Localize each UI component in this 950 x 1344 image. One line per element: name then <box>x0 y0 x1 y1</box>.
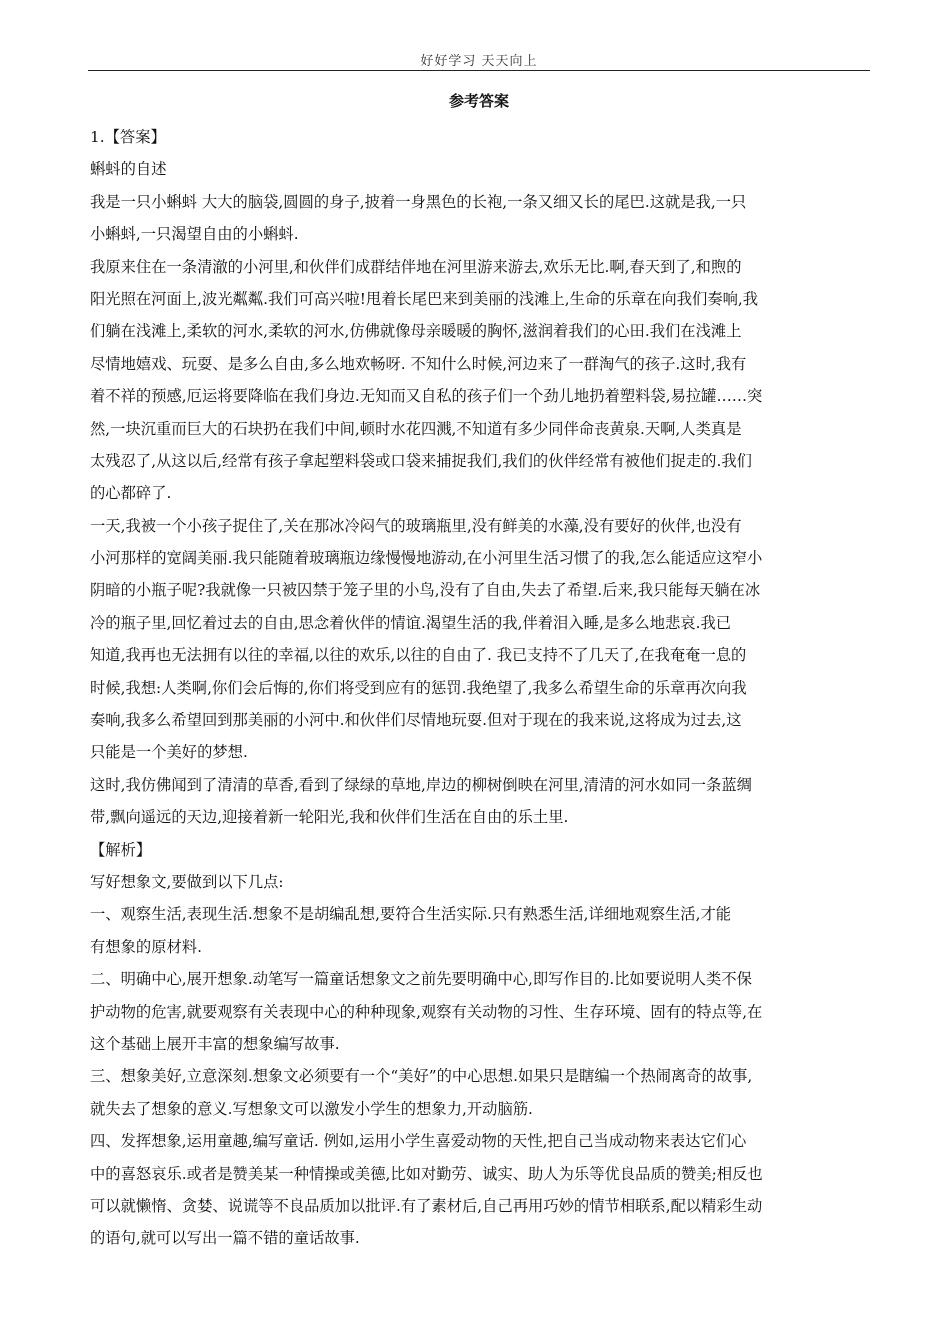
text-line: 然,一块沉重而巨大的石块扔在我们中间,顿时水花四溅,不知道有多少同伴命丧黄泉.天啊,人类真是 <box>90 419 742 438</box>
text-line: 只能是一个美好的梦想. <box>90 743 248 762</box>
text-line: 四、发挥想象,运用童趣,编写童话. 例如,运用小学生喜爱动物的天性,把自己当成动物来表达它们心 <box>90 1132 747 1151</box>
text-line: 奏响,我多么希望回到那美丽的小河中.和伙伴们尽情地玩耍.但对于现在的我来说,这将成为过去,这 <box>90 711 742 730</box>
text-line: 我原来住在一条清澈的小河里,和伙伴们成群结伴地在河里游来游去,欢乐无比.啊,春天到了,和煦的 <box>90 257 742 276</box>
header-rule <box>88 70 870 71</box>
text-line: 的心都碎了. <box>90 484 172 503</box>
text-line: 【解析】 <box>90 840 152 859</box>
text-line: 太残忍了,从这以后,经常有孩子拿起塑料袋或口袋来捕捉我们,我们的伙伴经常有被他们捉走的.我们 <box>90 451 752 470</box>
text-line: 有想象的原材料. <box>90 937 202 956</box>
text-line: 这时,我仿佛闻到了清清的草香,看到了绿绿的草地,岸边的柳树倒映在河里,清清的河水如同一条蓝绸 <box>90 775 752 794</box>
text-line: 带,飘向遥远的天边,迎接着新一轮阳光,我和伙伴们生活在自由的乐土里. <box>90 808 569 827</box>
page-title: 参考答案 <box>448 92 509 110</box>
text-line: 1.【答案】 <box>90 128 166 146</box>
text-line: 写好想象文,要做到以下几点: <box>90 872 284 891</box>
text-line: 这个基础上展开丰富的想象编写故事. <box>90 1034 340 1053</box>
text-line: 一天,我被一个小孩子捉住了,关在那冰冷闷气的玻璃瓶里,没有鲜美的水藻,没有要好的伙伴,也没有 <box>90 516 742 535</box>
text-line: 蝌蚪的自述 <box>90 160 167 179</box>
text-line: 中的喜怒哀乐.或者是赞美某一种情操或美德,比如对勤劳、诚实、助人为乐等优良品质的赞美;相反也 <box>90 1164 763 1183</box>
text-line: 小河那样的宽阔美丽.我只能随着玻璃瓶边缘慢慢地游动,在小河里生活习惯了的我,怎么能适应这窄小 <box>90 549 763 568</box>
text-line: 的语句,就可以写出一篇不错的童话故事. <box>90 1229 360 1248</box>
text-line: 可以就懒惰、贪婪、说谎等不良品质加以批评.有了素材后,自己再用巧妙的情节相联系,配以精彩生动 <box>90 1196 763 1215</box>
text-line: 着不祥的预感,厄运将要降临在我们身边.无知而又自私的孩子们一个劲儿地扔着塑料袋,易拉罐……突 <box>90 387 763 406</box>
text-line: 一、观察生活,表现生活.想象不是胡编乱想,要符合生活实际.只有熟悉生活,详细地观察生活,才能 <box>90 905 732 924</box>
text-line: 们躺在浅滩上,柔软的河水,柔软的河水,仿佛就像母亲暖暖的胸怀,滋润着我们的心田.我们在浅滩上 <box>90 322 742 341</box>
text-line: 时候,我想:人类啊,你们会后悔的,你们将受到应有的惩罚.我绝望了,我多么希望生命的乐章再次向我 <box>90 678 747 697</box>
answer-body <box>90 121 860 1255</box>
text-line: 就失去了想象的意义.写想象文可以激发小学生的想象力,开动脑筋. <box>90 1099 533 1118</box>
text-line: 阴暗的小瓶子呢?我就像一只被囚禁于笼子里的小鸟,没有了自由,失去了希望.后来,我只能每天躺在冰 <box>90 581 761 600</box>
text-line: 我是一只小蝌蚪 大大的脑袋,圆圆的身子,披着一身黑色的长袍,一条又细又长的尾巴.这就是我,一只 <box>90 192 747 211</box>
text-line: 二、明确中心,展开想象.动笔写一篇童话想象文之前先要明确中心,即写作目的.比如要说明人类不保 <box>90 970 752 989</box>
text-line: 尽情地嬉戏、玩耍、是多么自由,多么地欢畅呀. 不知什么时候,河边来了一群淘气的孩子.这时,我有 <box>90 354 747 373</box>
text-line: 冷的瓶子里,回忆着过去的自由,思念着伙伴的情谊.渴望生活的我,伴着泪入睡,是多么地悲哀.我已 <box>90 613 732 632</box>
text-line: 三、想象美好,立意深刻.想象文必须要有一个“美好”的中心思想.如果只是瞎编一个热闹离奇的故事, <box>90 1067 753 1086</box>
text-line: 护动物的危害,就要观察有关表现中心的种种现象,观察有关动物的习性、生存环境、固有的特点等,在 <box>90 1002 763 1021</box>
text-line: 小蝌蚪,一只渴望自由的小蝌蚪. <box>90 225 299 244</box>
text-line: 阳光照在河面上,波光粼粼.我们可高兴啦!甩着长尾巴来到美丽的浅滩上,生命的乐章在向我们奏响,我 <box>90 289 759 308</box>
text-line: 知道,我再也无法拥有以往的幸福,以往的欢乐,以往的自由了. 我已支持不了几天了,在我奄奄一息的 <box>90 646 747 665</box>
running-header: 好好学习 天天向上 <box>420 54 538 69</box>
